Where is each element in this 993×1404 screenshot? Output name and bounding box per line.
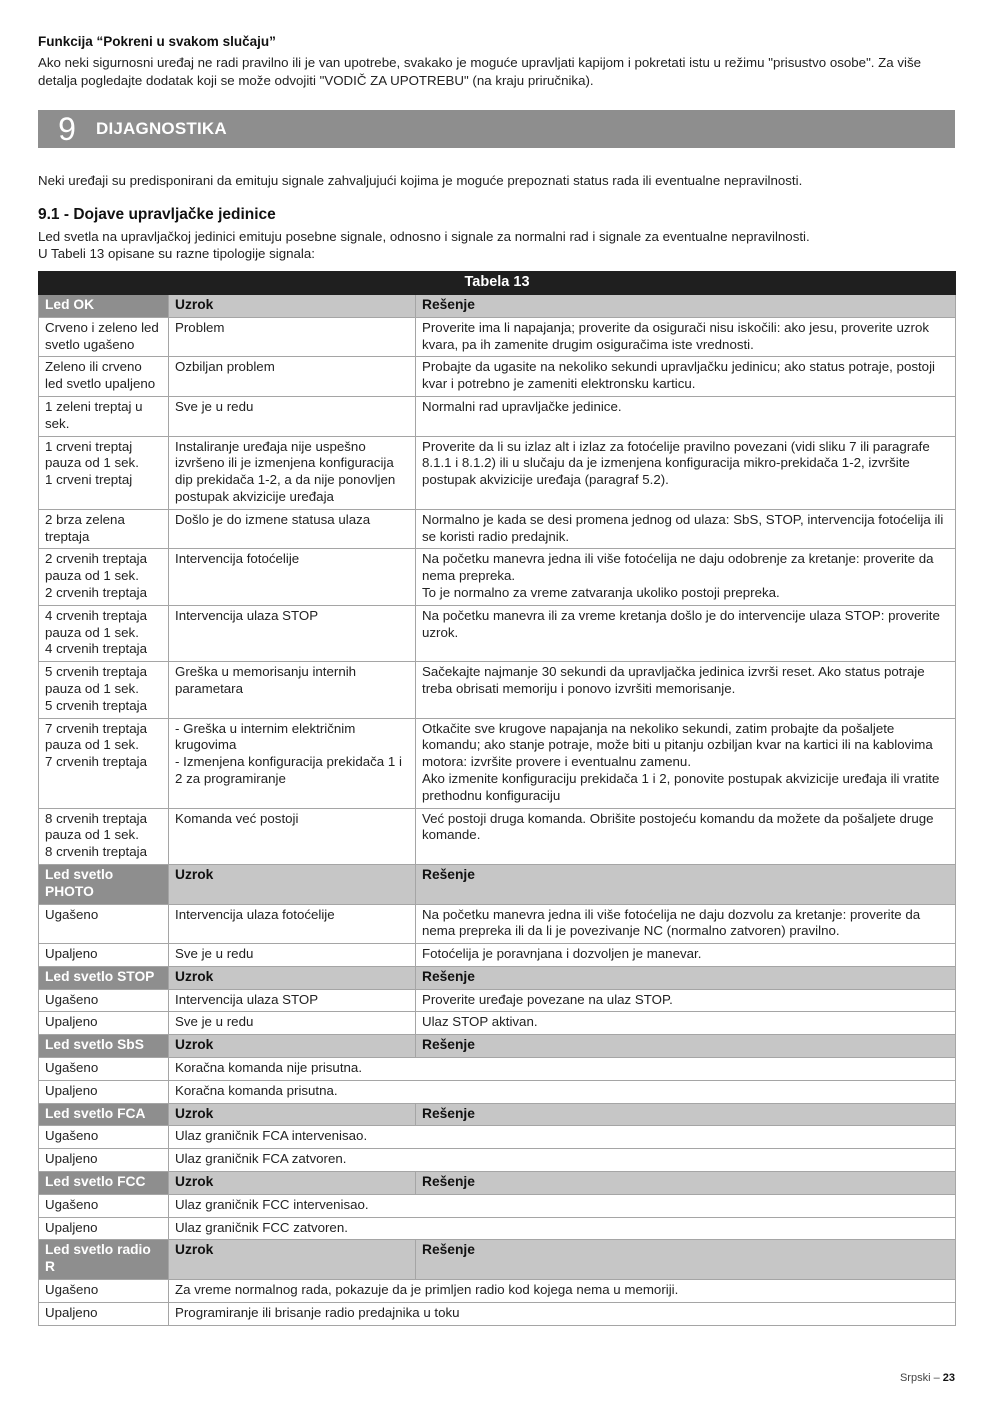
led-state-cell: Upaljeno: [39, 1012, 169, 1035]
table-row: [39, 944, 956, 967]
group-header-cause: Uzrok: [169, 295, 416, 318]
intro-text: Ako neki sigurnosni uređaj ne radi pravilno ili je van upotrebe, svakako je moguće upravljati kapijom i pokretati istu u režimu "prisustvo osobe". Za više detalja pogledajte dodatak koji se može odvojiti "VODIČ ZA UPOTREBU" (na kraju priručnika).: [38, 55, 922, 88]
description-cell: Za vreme normalnog rada, pokazuje da je primljen radio kod kojega nema u memoriji.: [169, 1280, 956, 1303]
group-header-cause: Uzrok: [169, 864, 416, 904]
section-text-1: Led svetla na upravljačkoj jedinici emituju posebne signale, odnosno i signale za normalni rad i signale za eventualne nepravilnosti.: [38, 229, 810, 244]
led-state-cell: Crveno i zeleno led svetlo ugašeno: [39, 317, 169, 357]
led-state-cell: Upaljeno: [39, 1217, 169, 1240]
footer-language: Srpski –: [899, 1372, 943, 1384]
led-state-cell: 1 crveni treptaj pauza od 1 sek. 1 crveni treptaj: [39, 436, 169, 509]
group-header-led: Led OK: [39, 295, 169, 318]
description-cell: Ulaz graničnik FCC intervenisao.: [169, 1194, 956, 1217]
chapter-header: [38, 110, 955, 148]
group-header-led: Led svetlo SbS: [39, 1035, 169, 1058]
group-header-solution: Rešenje: [416, 295, 956, 318]
table-row: [39, 357, 956, 397]
led-state-cell: Zeleno ili crveno led svetlo upaljeno: [39, 357, 169, 397]
page-footer: [900, 1372, 955, 1384]
table-row: [39, 989, 956, 1012]
led-state-cell: 8 crvenih treptaja pauza od 1 sek. 8 crvenih treptaja: [39, 808, 169, 864]
group-header-solution: Rešenje: [416, 864, 956, 904]
diagnostics-table: [38, 271, 956, 1326]
led-state-cell: Ugašeno: [39, 1126, 169, 1149]
table-row: [39, 904, 956, 944]
chapter-lead: Neki uređaji su predisponirani da emituju signale zahvaljujući kojima je moguće prepoznati status rada ili eventualne nepravilnosti.: [38, 173, 803, 188]
description-cell: Ulaz graničnik FCA zatvoren.: [169, 1149, 956, 1172]
cause-cell: Komanda već postoji: [169, 808, 416, 864]
led-state-cell: 2 crvenih treptaja pauza od 1 sek. 2 crvenih treptaja: [39, 549, 169, 605]
table-group-header: [39, 1103, 956, 1126]
table-row: [39, 317, 956, 357]
table-row: [39, 1012, 956, 1035]
solution-cell: Na početku manevra jedna ili više fotoćelija ne daju dozvolu za kretanje: proverite da nema prepreka ili da li je povezivanje NC (normalno zatvoren) pravilno.: [416, 904, 956, 944]
group-header-led: Led svetlo FCA: [39, 1103, 169, 1126]
group-header-led: Led svetlo STOP: [39, 966, 169, 989]
group-header-solution: Rešenje: [416, 966, 956, 989]
solution-cell: Na početku manevra jedna ili više fotoćelija ne daju odobrenje za kretanje: proverite da nema prepreka. To je normalno za vreme zatvaranja ukoliko postoji prepreka.: [416, 549, 956, 605]
description-cell: Ulaz graničnik FCA intervenisao.: [169, 1126, 956, 1149]
solution-cell: Sačekajte najmanje 30 sekundi da upravljačka jedinica izvrši reset. Ako status potraje treba obrisati memoriju i ponovo izvršiti memorisanje.: [416, 662, 956, 718]
page: [38, 34, 955, 1326]
cause-cell: Sve je u redu: [169, 1012, 416, 1035]
table-row: [39, 1080, 956, 1103]
solution-cell: Već postoji druga komanda. Obrišite postojeću komandu da možete da pošaljete druge komande.: [416, 808, 956, 864]
table-row: [39, 1280, 956, 1303]
solution-cell: Proverite ima li napajanja; proverite da osigurači nisu iskočili: ako jesu, proverite uzrok kvara, pa ih zamenite drugim osiguračima iste vrednosti.: [416, 317, 956, 357]
table-row: [39, 662, 956, 718]
table-row: [39, 718, 956, 808]
section-text-2: U Tabeli 13 opisane su razne tipologije signala:: [38, 246, 315, 261]
table-row: [39, 1217, 956, 1240]
led-state-cell: 7 crvenih treptaja pauza od 1 sek. 7 crvenih treptaja: [39, 718, 169, 808]
table-row: [39, 1058, 956, 1081]
table-caption-row: [39, 272, 956, 295]
table-group-header: [39, 864, 956, 904]
led-state-cell: Upaljeno: [39, 1302, 169, 1325]
group-header-cause: Uzrok: [169, 1103, 416, 1126]
solution-cell: Ulaz STOP aktivan.: [416, 1012, 956, 1035]
cause-cell: Intervencija ulaza STOP: [169, 605, 416, 661]
led-state-cell: Upaljeno: [39, 1149, 169, 1172]
table-row: [39, 436, 956, 509]
cause-cell: Sve je u redu: [169, 944, 416, 967]
intro-title: Funkcija “Pokreni u svakom slučaju”: [38, 34, 276, 49]
cause-cell: Instaliranje uređaja nije uspešno izvršeno ili je izmenjena konfiguracija dip prekidača 1-2, a da nije ponovljen postupak akvizicije uređaja: [169, 436, 416, 509]
cause-cell: - Greška u internim električnim krugovima - Izmenjena konfiguracija prekidača 1 i 2 za programiranje: [169, 718, 416, 808]
table-caption: Tabela 13: [39, 272, 956, 295]
led-state-cell: Ugašeno: [39, 989, 169, 1012]
table-row: [39, 1302, 956, 1325]
chapter-number: 9: [58, 111, 76, 147]
led-state-cell: Upaljeno: [39, 1080, 169, 1103]
cause-cell: Ozbiljan problem: [169, 357, 416, 397]
solution-cell: Probajte da ugasite na nekoliko sekundi upravljačku jedinicu; ako status potraje, postoji kvar i potrebno je zameniti elektronsku karticu.: [416, 357, 956, 397]
cause-cell: Intervencija ulaza fotoćelije: [169, 904, 416, 944]
table-row: [39, 549, 956, 605]
group-header-led: Led svetlo FCC: [39, 1172, 169, 1195]
table-group-header: [39, 1240, 956, 1280]
group-header-led: Led svetlo radio R: [39, 1240, 169, 1280]
led-state-cell: Ugašeno: [39, 1058, 169, 1081]
group-header-solution: Rešenje: [416, 1103, 956, 1126]
group-header-cause: Uzrok: [169, 1035, 416, 1058]
cause-cell: Greška u memorisanju internih parametara: [169, 662, 416, 718]
solution-cell: Proverite da li su izlaz alt i izlaz za fotoćelije pravilno povezani (vidi sliku 7 ili paragrafe 8.1.1 i 8.1.2) ili u slučaju da je izmenjena konfiguracija mikro-prekidača 1-2, izvršite postupak akvizicije uređaja (paragraf 5.2).: [416, 436, 956, 509]
table-row: [39, 1126, 956, 1149]
group-header-cause: Uzrok: [169, 966, 416, 989]
table-group-header: [39, 966, 956, 989]
table-row: [39, 396, 956, 436]
table-row: [39, 509, 956, 549]
group-header-solution: Rešenje: [416, 1240, 956, 1280]
solution-cell: Na početku manevra ili za vreme kretanja došlo je do intervencije ulaza STOP: proverite uzrok.: [416, 605, 956, 661]
cause-cell: Intervencija fotoćelije: [169, 549, 416, 605]
cause-cell: Intervencija ulaza STOP: [169, 989, 416, 1012]
table-row: [39, 1194, 956, 1217]
solution-cell: Proverite uređaje povezane na ulaz STOP.: [416, 989, 956, 1012]
page-number: 23: [942, 1372, 955, 1384]
table-group-header: [39, 295, 956, 318]
description-cell: Ulaz graničnik FCC zatvoren.: [169, 1217, 956, 1240]
chapter-title: DIJAGNOSTIKA: [96, 119, 227, 138]
led-state-cell: 4 crvenih treptaja pauza od 1 sek. 4 crvenih treptaja: [39, 605, 169, 661]
led-state-cell: 5 crvenih treptaja pauza od 1 sek. 5 crvenih treptaja: [39, 662, 169, 718]
group-header-cause: Uzrok: [169, 1172, 416, 1195]
group-header-solution: Rešenje: [416, 1172, 956, 1195]
solution-cell: Normalno je kada se desi promena jednog od ulaza: SbS, STOP, intervencija fotoćelija ili se koristi radio predajnik.: [416, 509, 956, 549]
table-group-header: [39, 1172, 956, 1195]
solution-cell: Normalni rad upravljačke jedinice.: [416, 396, 956, 436]
description-cell: Koračna komanda prisutna.: [169, 1080, 956, 1103]
table-row: [39, 605, 956, 661]
group-header-solution: Rešenje: [416, 1035, 956, 1058]
cause-cell: Došlo je do izmene statusa ulaza: [169, 509, 416, 549]
cause-cell: Sve je u redu: [169, 396, 416, 436]
led-state-cell: Upaljeno: [39, 944, 169, 967]
section-title: 9.1 - Dojave upravljačke jedinice: [38, 206, 276, 223]
solution-cell: Otkačite sve krugove napajanja na nekoliko sekundi, zatim probajte da pošaljete komandu; ako stanje potraje, može biti u pitanju ozbiljan kvar na kartici ili na kablovima motora: izvršite provere i eventualnu zamenu. Ako izmenite konfiguraciju prekidača 1 i 2, ponovite postupak akvizicije uređaja ili vratite prethodnu konfiguraciju: [416, 718, 956, 808]
led-state-cell: 1 zeleni treptaj u sek.: [39, 396, 169, 436]
group-header-led: Led svetlo PHOTO: [39, 864, 169, 904]
table-row: [39, 808, 956, 864]
description-cell: Programiranje ili brisanje radio predajnika u toku: [169, 1302, 956, 1325]
led-state-cell: Ugašeno: [39, 904, 169, 944]
cause-cell: Problem: [169, 317, 416, 357]
description-cell: Koračna komanda nije prisutna.: [169, 1058, 956, 1081]
led-state-cell: Ugašeno: [39, 1194, 169, 1217]
solution-cell: Fotoćelija je poravnjana i dozvoljen je manevar.: [416, 944, 956, 967]
table-group-header: [39, 1035, 956, 1058]
group-header-cause: Uzrok: [169, 1240, 416, 1280]
led-state-cell: 2 brza zelena treptaja: [39, 509, 169, 549]
table-row: [39, 1149, 956, 1172]
table-body: [39, 295, 956, 1326]
led-state-cell: Ugašeno: [39, 1280, 169, 1303]
